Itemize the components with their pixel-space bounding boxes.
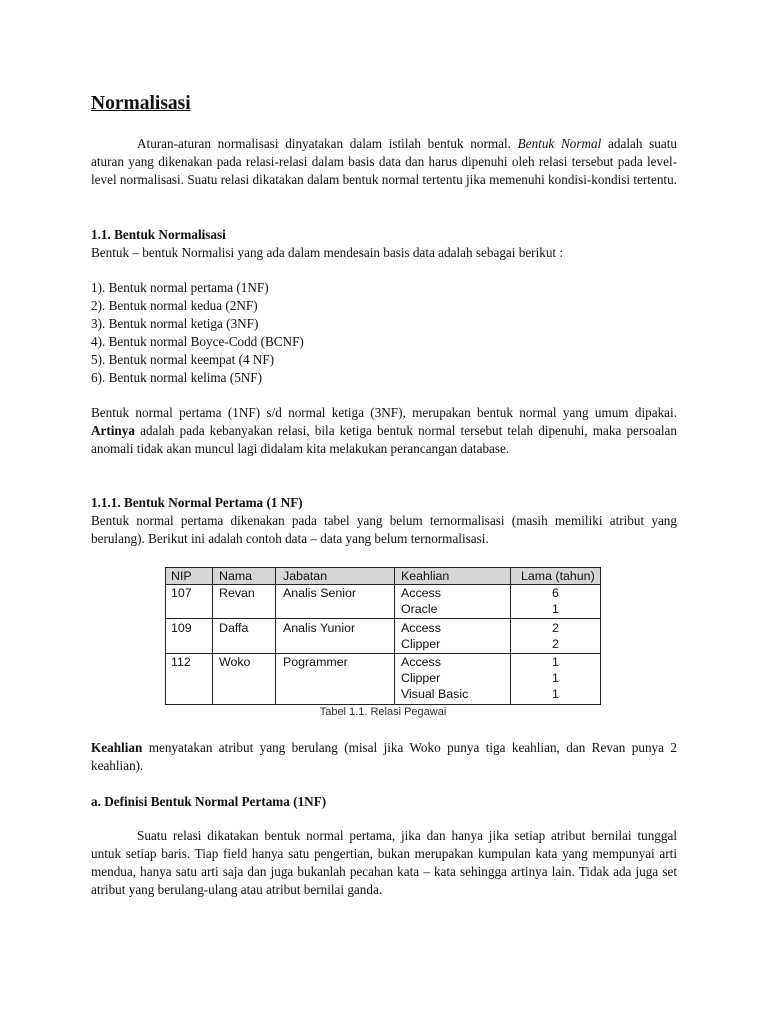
table-caption: Tabel 1.1. Relasi Pegawai: [319, 706, 447, 718]
intro-text-1: Aturan-aturan normalisasi dinyatakan dalam istilah bentuk normal.: [137, 136, 511, 151]
keahlian-paragraph: [91, 739, 677, 775]
table-cell-lama: 1: [552, 671, 559, 685]
common-text-1: Bentuk normal pertama (1NF) s/d normal ketiga (3NF), merupakan bentuk normal yang umum dipakai.: [91, 405, 677, 420]
list-item: 6). Bentuk normal kelima (5NF): [91, 370, 263, 385]
table-header-lama: Lama (tahun): [521, 569, 595, 583]
section-1-1: [91, 226, 677, 262]
table-cell-keahlian: Oracle: [401, 602, 438, 616]
table-cell-lama: 6: [552, 586, 559, 600]
table-cell-nama: Woko: [219, 655, 251, 669]
section-1-1-1: [91, 494, 677, 548]
table-cell-lama: 2: [552, 621, 559, 635]
page-title: Normalisasi: [91, 93, 191, 114]
table-cell-keahlian: Access: [401, 655, 441, 669]
common-forms-paragraph: [91, 404, 677, 458]
section-1-1-1-text: Bentuk normal pertama dikenakan pada tabel yang belum ternormalisasi (masih memiliki atribut yang berulang). Berikut ini adalah contoh data – data yang belum ternormalisasi.: [91, 513, 677, 546]
intro-paragraph: [91, 135, 677, 189]
table-cell-keahlian: Visual Basic: [401, 687, 469, 701]
table-cell-nip: 112: [171, 655, 191, 669]
table-cell-nama: Revan: [219, 586, 255, 600]
intro-text-2: adalah suatu aturan yang dikenakan pada relasi-relasi dalam basis data dan harus dipenuhi oleh relasi tersebut pada level-level normalisasi. Suatu relasi dikatakan dalam bentuk normal tertentu jika memenuhi kondisi-kondisi tertentu.: [91, 136, 678, 187]
section-1-1-text: Bentuk – bentuk Normalisi yang ada dalam mendesain basis data adalah sebagai berikut :: [91, 245, 564, 260]
definition-heading: a. Definisi Bentuk Normal Pertama (1NF): [91, 794, 327, 809]
section-1-1-heading: 1.1. Bentuk Normalisasi: [91, 227, 226, 242]
table-cell-lama: 2: [552, 637, 559, 651]
keahlian-text: menyatakan atribut yang berulang (misal jika Woko punya tiga keahlian, dan Revan punya 2 keahlian).: [91, 740, 677, 773]
table-header-nama: Nama: [219, 569, 253, 583]
table-cell-jabatan: Analis Yunior: [283, 621, 356, 635]
common-bold-term: Artinya: [91, 423, 135, 438]
table-header-nip: NIP: [171, 569, 192, 583]
list-item: 4). Bentuk normal Boyce-Codd (BCNF): [91, 334, 304, 349]
table-cell-lama: 1: [552, 655, 559, 669]
table-cell-keahlian: Access: [401, 586, 441, 600]
table-header-jabatan: Jabatan: [283, 569, 328, 583]
table-cell-keahlian: Clipper: [401, 637, 441, 651]
table-cell-nip: 107: [171, 586, 192, 600]
table-cell-keahlian: Clipper: [401, 671, 441, 685]
list-item: 2). Bentuk normal kedua (2NF): [91, 298, 258, 313]
definition-paragraph: Suatu relasi dikatakan bentuk normal pertama, jika dan hanya jika setiap atribut bernilai tunggal untuk setiap baris. Tiap field hanya satu pengertian, bukan merupakan kumpulan kata yang mempunyai arti mendua, hanya satu arti saja dan juga bukanlah pecahan kata – kata sehingga artinya lain. Tidak ada juga set atribut yang berulang-ulang atau atribut bernilai ganda.: [91, 828, 677, 897]
table-cell-nama: Daffa: [219, 621, 249, 635]
table-cell-jabatan: Pogrammer: [283, 655, 348, 669]
keahlian-bold-term: Keahlian: [91, 740, 143, 755]
table-cell-keahlian: Access: [401, 621, 441, 635]
intro-italic-term: Bentuk Normal: [517, 136, 602, 151]
table-cell-jabatan: Analis Senior: [283, 586, 357, 600]
table-header-keahlian: Keahlian: [401, 569, 450, 583]
list-item: 3). Bentuk normal ketiga (3NF): [91, 316, 259, 331]
table-cell-lama: 1: [552, 687, 559, 701]
normal-forms-list: [91, 279, 677, 387]
list-item: 1). Bentuk normal pertama (1NF): [91, 280, 269, 295]
table-cell-nip: 109: [171, 621, 192, 635]
table-cell-lama: 1: [552, 602, 559, 616]
list-item: 5). Bentuk normal keempat (4 NF): [91, 352, 275, 367]
common-text-2: adalah pada kebanyakan relasi, bila ketiga bentuk normal tersebut telah dipenuhi, maka persoalan anomali tidak akan muncul lagi didalam kita melakukan perancangan database.: [91, 423, 677, 456]
pegawai-table: [165, 567, 601, 705]
section-1-1-1-heading: 1.1.1. Bentuk Normal Pertama (1 NF): [91, 495, 303, 510]
